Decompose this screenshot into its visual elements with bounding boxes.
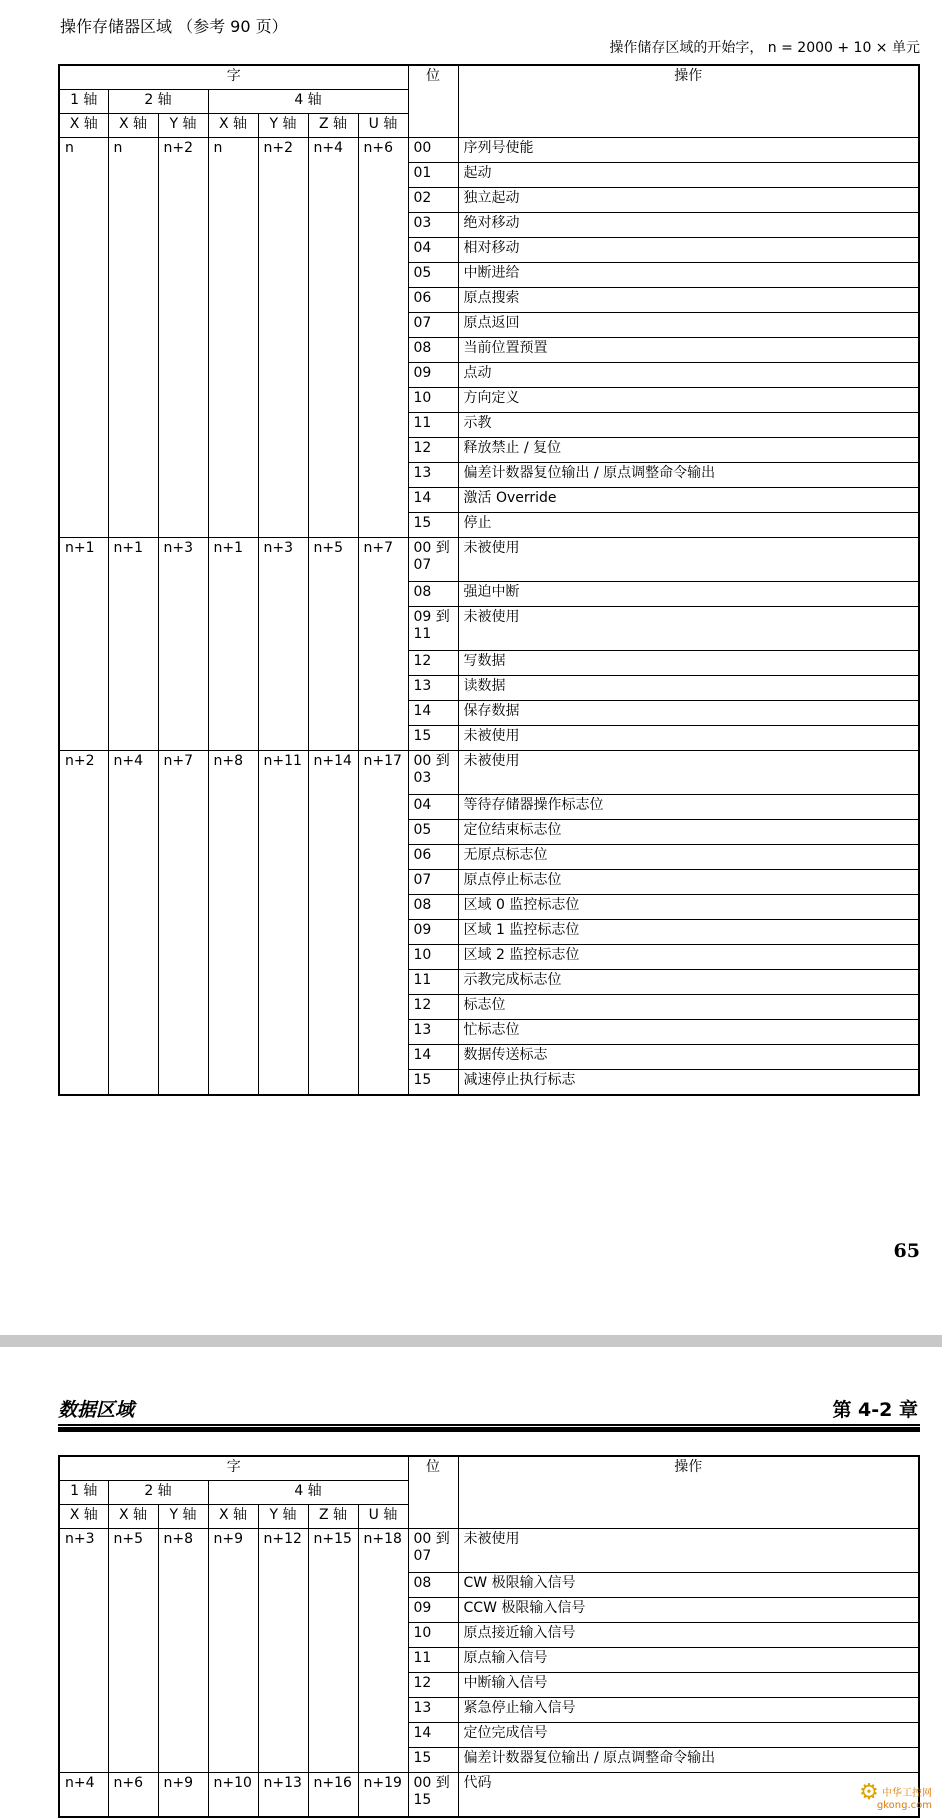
operation-cell: 点动 — [458, 363, 919, 388]
header-bar — [58, 1427, 920, 1432]
bit-cell: 00 到 07 — [408, 1529, 458, 1573]
word-cell: n+9 — [208, 1529, 258, 1773]
bit-cell: 12 — [408, 651, 458, 676]
operation-cell: 偏差计数器复位输出 / 原点调整命令输出 — [458, 463, 919, 488]
word-cell: n+8 — [158, 1529, 208, 1773]
header-axis-z: Z 轴 — [308, 114, 358, 138]
operation-cell: 未被使用 — [458, 726, 919, 751]
word-cell: n+19 — [358, 1773, 408, 1818]
bit-cell: 09 — [408, 920, 458, 945]
bit-cell: 15 — [408, 1070, 458, 1096]
header-axis-2: 2 轴 — [108, 90, 208, 114]
operation-cell: 原点接近输入信号 — [458, 1623, 919, 1648]
bit-cell: 09 — [408, 1598, 458, 1623]
data-area-table — [58, 1455, 920, 1818]
header-axis-4: 4 轴 — [208, 1481, 408, 1505]
bit-cell: 13 — [408, 1698, 458, 1723]
bit-cell: 11 — [408, 1648, 458, 1673]
header-axis-x: X 轴 — [59, 114, 108, 138]
operation-cell: 相对移动 — [458, 238, 919, 263]
header-axis-x: X 轴 — [108, 1505, 158, 1529]
bit-cell: 07 — [408, 870, 458, 895]
operation-cell: 区域 2 监控标志位 — [458, 945, 919, 970]
header-operation: 操作 — [458, 65, 919, 138]
bit-cell: 09 — [408, 363, 458, 388]
header-word: 字 — [59, 1456, 408, 1481]
bit-cell: 08 — [408, 582, 458, 607]
word-cell: n+3 — [258, 538, 308, 751]
operation-cell: 当前位置预置 — [458, 338, 919, 363]
word-cell: n+5 — [308, 538, 358, 751]
bit-cell: 12 — [408, 1673, 458, 1698]
bit-cell: 02 — [408, 188, 458, 213]
bit-cell: 06 — [408, 288, 458, 313]
operation-cell: 定位完成信号 — [458, 1723, 919, 1748]
word-cell: n+16 — [308, 1773, 358, 1818]
word-cell: n — [208, 138, 258, 538]
bit-cell: 05 — [408, 820, 458, 845]
operation-cell: 未被使用 — [458, 751, 919, 795]
operation-cell: 强迫中断 — [458, 582, 919, 607]
bit-cell: 13 — [408, 463, 458, 488]
operation-cell: 激活 Override — [458, 488, 919, 513]
bit-cell: 01 — [408, 163, 458, 188]
word-cell: n+4 — [108, 751, 158, 1096]
section-subtitle: 操作储存区域的开始字， n = 2000 + 10 × 单元 — [609, 40, 920, 56]
word-cell: n+2 — [158, 138, 208, 538]
bit-cell: 10 — [408, 1623, 458, 1648]
word-cell: n+2 — [258, 138, 308, 538]
operation-cell: 减速停止执行标志 — [458, 1070, 919, 1096]
section-title: 操作存储器区域 （参考 90 页） — [60, 17, 288, 36]
bit-cell: 00 到 15 — [408, 1773, 458, 1818]
bit-cell: 03 — [408, 213, 458, 238]
header-axis-x: X 轴 — [108, 114, 158, 138]
bit-cell: 06 — [408, 845, 458, 870]
bit-cell: 15 — [408, 726, 458, 751]
word-cell: n+9 — [158, 1773, 208, 1818]
operation-cell: 定位结束标志位 — [458, 820, 919, 845]
word-cell: n+3 — [158, 538, 208, 751]
word-cell: n+7 — [358, 538, 408, 751]
operation-cell: 中断输入信号 — [458, 1673, 919, 1698]
header-axis-1: 1 轴 — [59, 1481, 108, 1505]
operation-cell: 未被使用 — [458, 538, 919, 582]
operation-cell: CCW 极限输入信号 — [458, 1598, 919, 1623]
operation-cell: 中断进给 — [458, 263, 919, 288]
operation-cell: 代码 — [458, 1773, 919, 1818]
bit-cell: 10 — [408, 945, 458, 970]
operation-cell: 区域 0 监控标志位 — [458, 895, 919, 920]
header-axis-x: X 轴 — [208, 1505, 258, 1529]
word-cell: n+7 — [158, 751, 208, 1096]
operation-cell: CW 极限输入信号 — [458, 1573, 919, 1598]
word-cell: n+4 — [59, 1773, 108, 1818]
table-row — [59, 138, 919, 163]
watermark-line1: 中华工控网 — [882, 1788, 932, 1799]
operation-cell: 原点停止标志位 — [458, 870, 919, 895]
table-row — [59, 538, 919, 582]
operation-cell: 等待存储器操作标志位 — [458, 795, 919, 820]
bit-cell: 10 — [408, 388, 458, 413]
header-row — [59, 65, 919, 90]
word-cell: n+1 — [108, 538, 158, 751]
header-axis-x: X 轴 — [208, 114, 258, 138]
bit-cell: 05 — [408, 263, 458, 288]
table-row — [59, 1773, 919, 1818]
header-rule — [58, 1424, 920, 1426]
operation-cell: 紧急停止输入信号 — [458, 1698, 919, 1723]
operation-cell: 绝对移动 — [458, 213, 919, 238]
bit-cell: 08 — [408, 895, 458, 920]
operation-cell: 方向定义 — [458, 388, 919, 413]
table-row — [59, 1529, 919, 1573]
header-axis-2: 2 轴 — [108, 1481, 208, 1505]
word-cell: n+1 — [59, 538, 108, 751]
page-number: 65 — [893, 1240, 920, 1262]
word-cell: n+12 — [258, 1529, 308, 1773]
header-axis-4: 4 轴 — [208, 90, 408, 114]
header-axis-y: Y 轴 — [258, 1505, 308, 1529]
header-bit: 位 — [408, 65, 458, 138]
word-cell: n+17 — [358, 751, 408, 1096]
word-cell: n — [108, 138, 158, 538]
memory-area-table — [58, 64, 920, 1096]
table-row — [59, 751, 919, 795]
operation-cell: 释放禁止 / 复位 — [458, 438, 919, 463]
word-cell: n+8 — [208, 751, 258, 1096]
bit-cell: 13 — [408, 1020, 458, 1045]
page-separator — [0, 1335, 942, 1347]
operation-cell: 区域 1 监控标志位 — [458, 920, 919, 945]
header-word: 字 — [59, 65, 408, 90]
operation-cell: 标志位 — [458, 995, 919, 1020]
header-axis-y: Y 轴 — [158, 1505, 208, 1529]
operation-cell: 忙标志位 — [458, 1020, 919, 1045]
operation-cell: 停止 — [458, 513, 919, 538]
header-axis-x: X 轴 — [59, 1505, 108, 1529]
bit-cell: 12 — [408, 995, 458, 1020]
chapter-label: 第 4-2 章 — [832, 1399, 918, 1421]
bit-cell: 04 — [408, 795, 458, 820]
operation-cell: 读数据 — [458, 676, 919, 701]
bit-cell: 15 — [408, 513, 458, 538]
word-cell: n+1 — [208, 538, 258, 751]
bit-cell: 04 — [408, 238, 458, 263]
operation-cell: 写数据 — [458, 651, 919, 676]
header-axis-y: Y 轴 — [158, 114, 208, 138]
operation-cell: 原点输入信号 — [458, 1648, 919, 1673]
word-cell: n+4 — [308, 138, 358, 538]
header-axis-1: 1 轴 — [59, 90, 108, 114]
operation-cell: 保存数据 — [458, 701, 919, 726]
gear-icon: ⚙ — [859, 1780, 879, 1805]
word-cell: n+6 — [358, 138, 408, 538]
header-row — [59, 1456, 919, 1481]
word-cell: n+13 — [258, 1773, 308, 1818]
watermark — [859, 1780, 932, 1812]
bit-cell: 14 — [408, 1723, 458, 1748]
word-cell: n+18 — [358, 1529, 408, 1773]
word-cell: n+3 — [59, 1529, 108, 1773]
word-cell: n+6 — [108, 1773, 158, 1818]
header-operation: 操作 — [458, 1456, 919, 1529]
operation-cell: 起动 — [458, 163, 919, 188]
bit-cell: 12 — [408, 438, 458, 463]
bit-cell: 00 — [408, 138, 458, 163]
bit-cell: 13 — [408, 676, 458, 701]
bit-cell: 11 — [408, 413, 458, 438]
bit-cell: 09 到 11 — [408, 607, 458, 651]
operation-cell: 数据传送标志 — [458, 1045, 919, 1070]
bit-cell: 15 — [408, 1748, 458, 1773]
header-axis-z: Z 轴 — [308, 1505, 358, 1529]
operation-cell: 序列号使能 — [458, 138, 919, 163]
operation-cell: 未被使用 — [458, 607, 919, 651]
header-axis-y: Y 轴 — [258, 114, 308, 138]
bit-cell: 14 — [408, 701, 458, 726]
operation-cell: 未被使用 — [458, 1529, 919, 1573]
operation-cell: 独立起动 — [458, 188, 919, 213]
bit-cell: 00 到 07 — [408, 538, 458, 582]
bit-cell: 11 — [408, 970, 458, 995]
bit-cell: 14 — [408, 488, 458, 513]
bit-cell: 08 — [408, 338, 458, 363]
operation-cell: 无原点标志位 — [458, 845, 919, 870]
word-cell: n+5 — [108, 1529, 158, 1773]
bit-cell: 00 到 03 — [408, 751, 458, 795]
word-cell: n — [59, 138, 108, 538]
word-cell: n+2 — [59, 751, 108, 1096]
section-title: 数据区域 — [58, 1399, 135, 1421]
word-cell: n+14 — [308, 751, 358, 1096]
header-axis-u: U 轴 — [358, 1505, 408, 1529]
word-cell: n+11 — [258, 751, 308, 1096]
watermark-line2: gkong.com — [876, 1800, 932, 1811]
bit-cell: 14 — [408, 1045, 458, 1070]
operation-cell: 原点返回 — [458, 313, 919, 338]
operation-cell: 示教 — [458, 413, 919, 438]
operation-cell: 偏差计数器复位输出 / 原点调整命令输出 — [458, 1748, 919, 1773]
operation-cell: 示教完成标志位 — [458, 970, 919, 995]
word-cell: n+15 — [308, 1529, 358, 1773]
header-bit: 位 — [408, 1456, 458, 1529]
bit-cell: 08 — [408, 1573, 458, 1598]
page-2 — [0, 1347, 942, 1820]
operation-cell: 原点搜索 — [458, 288, 919, 313]
word-cell: n+10 — [208, 1773, 258, 1818]
bit-cell: 07 — [408, 313, 458, 338]
header-axis-u: U 轴 — [358, 114, 408, 138]
